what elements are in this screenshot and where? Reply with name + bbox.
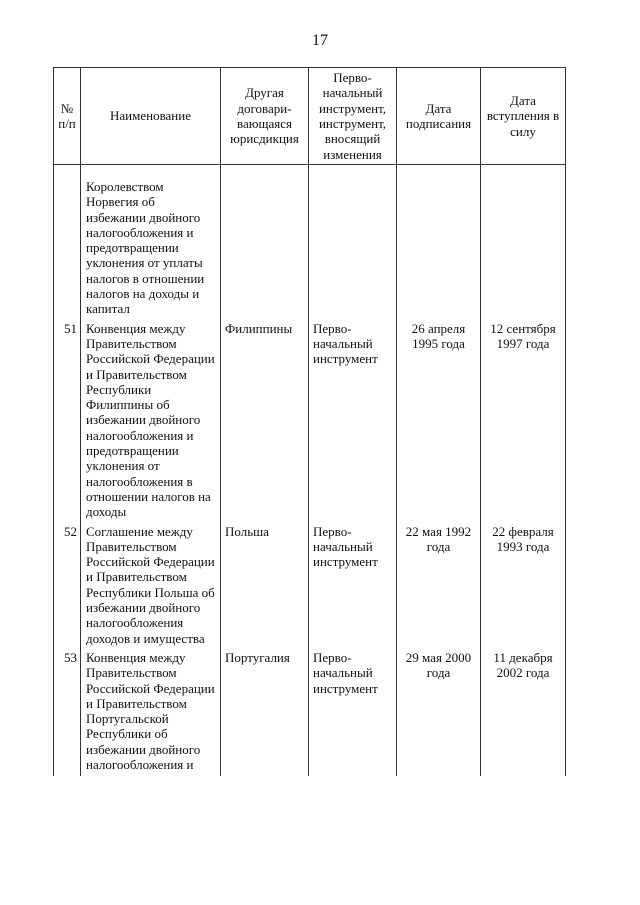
cell-jurisdiction: Филиппины — [221, 321, 309, 524]
cell-num: 52 — [54, 524, 81, 650]
cell-name: Соглашение между Правительством Российской Федерации и Правительством Республики Польша об избежании двойного налогообложения доходов и имущества — [81, 524, 221, 650]
cell-signed: 26 апреля 1995 года — [397, 321, 481, 524]
cell-num — [54, 165, 81, 321]
cell-effective — [481, 165, 566, 321]
table-row — [54, 321, 566, 524]
table-row-continuation — [54, 165, 566, 321]
cell-jurisdiction: Португалия — [221, 650, 309, 776]
treaty-table — [53, 67, 566, 776]
cell-name: Конвенция между Правительством Российской Федерации и Правительством Португальской Республики об избежании двойного налогообложения и — [81, 650, 221, 776]
cell-jurisdiction — [221, 165, 309, 321]
cell-name: Королевством Норвегия об избежании двойного налогообложения и предотвращении уклонения от уплаты налогов в отношении налогов на доходы и капитал — [81, 165, 221, 321]
cell-jurisdiction: Польша — [221, 524, 309, 650]
cell-name: Конвенция между Правительством Российской Федерации и Правительством Республики Филиппины об избежании двойного налогообложения и предотвращении уклонения от налогообложения в отношении налогов на доходы — [81, 321, 221, 524]
header-instrument: Перво-начальный инструмент, инструмент, вносящий изменения — [309, 68, 397, 165]
cell-instrument: Перво-начальный инструмент — [309, 524, 397, 650]
header-jurisdiction: Другая договари-вающаяся юрисдикция — [221, 68, 309, 165]
cell-effective: 11 декабря 2002 года — [481, 650, 566, 776]
cell-instrument: Перво-начальный инструмент — [309, 321, 397, 524]
cell-signed — [397, 165, 481, 321]
cell-instrument — [309, 165, 397, 321]
cell-instrument: Перво-начальный инструмент — [309, 650, 397, 776]
cell-signed: 22 мая 1992 года — [397, 524, 481, 650]
cell-effective: 22 февраля 1993 года — [481, 524, 566, 650]
header-name: Наименование — [81, 68, 221, 165]
header-num: № п/п — [54, 68, 81, 165]
table-row — [54, 524, 566, 650]
cell-effective: 12 сентября 1997 года — [481, 321, 566, 524]
cell-num: 53 — [54, 650, 81, 776]
cell-num: 51 — [54, 321, 81, 524]
page-number: 17 — [312, 32, 328, 49]
header-signed: Дата подписания — [397, 68, 481, 165]
cell-signed: 29 мая 2000 года — [397, 650, 481, 776]
table-row — [54, 650, 566, 776]
header-effective: Дата вступления в силу — [481, 68, 566, 165]
table-header-row — [54, 68, 566, 165]
